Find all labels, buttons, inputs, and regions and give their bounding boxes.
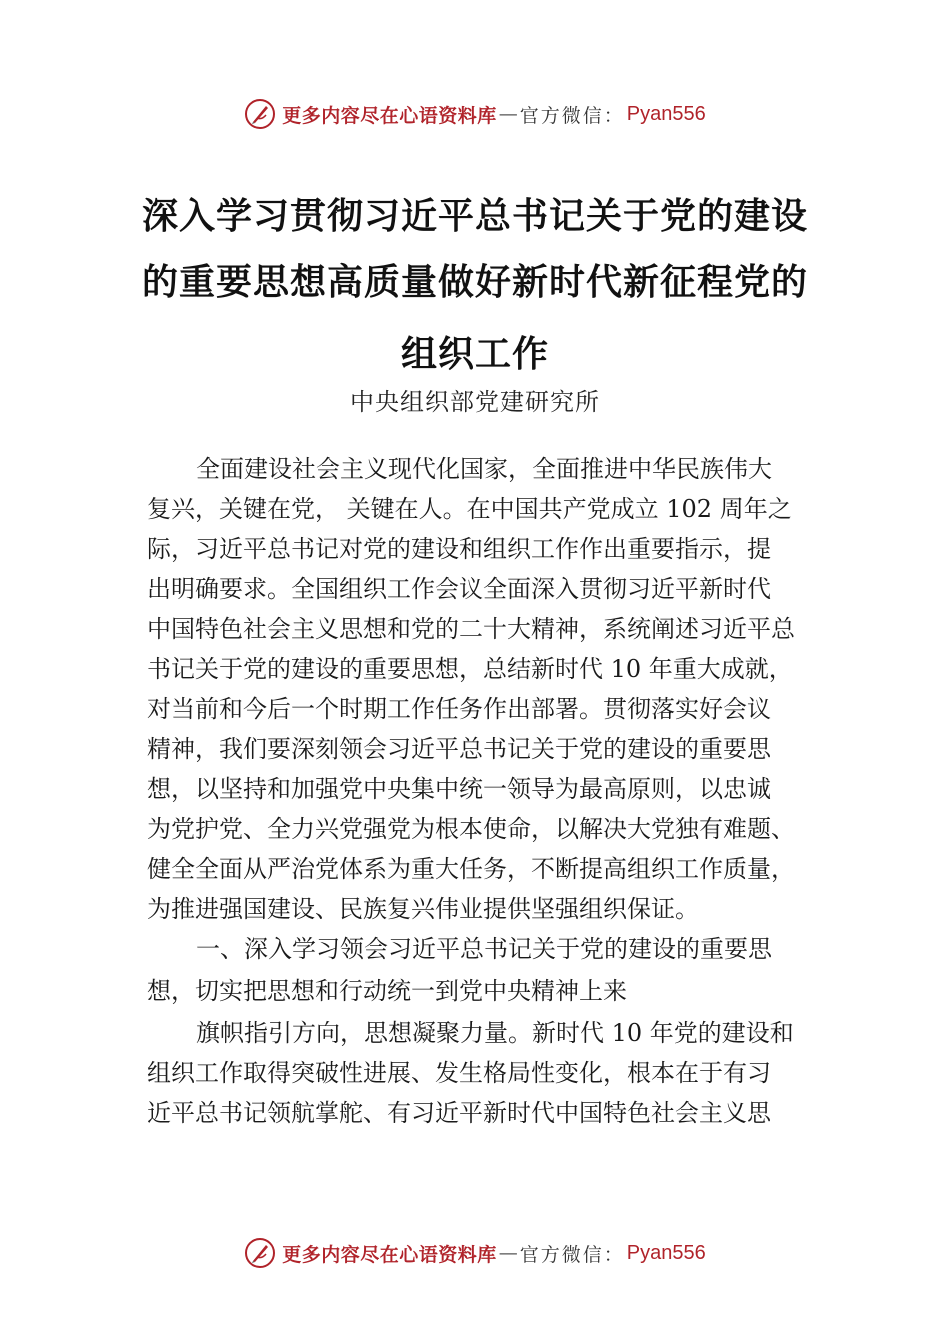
banner-brand-text: 更多内容尽在心语资料库: [282, 1243, 497, 1266]
body-line: 复兴，关键在党， 关键在人。在中国共产党成立 102 周年之: [147, 495, 792, 523]
body-line: 全面建设社会主义现代化国家，全面推进中华民族伟大: [196, 455, 772, 483]
body-line: 旗帜指引方向，思想凝聚力量。新时代 10 年党的建设和: [196, 1019, 794, 1047]
body-line: 为党护党、全力兴党强党为根本使命，以解决大党独有难题、: [147, 815, 795, 843]
banner-wechat-id: Pyan556: [626, 1241, 706, 1264]
section-heading-line-2: 想，切实把思想和行动统一到党中央精神上来: [147, 977, 627, 1005]
body-line: 为推进强国建设、民族复兴伟业提供坚强组织保证。: [147, 895, 699, 923]
footer-watermark-banner: [0, 1233, 950, 1273]
banner-wechat-id: Pyan556: [626, 102, 706, 125]
banner-brand-text: 更多内容尽在心语资料库: [282, 104, 497, 127]
quill-logo-icon: [244, 98, 276, 130]
section-heading-line-1: 一、深入学习领会习近平总书记关于党的建设的重要思: [196, 935, 772, 963]
body-line: 组织工作取得突破性进展、发生格局性变化，根本在于有习: [147, 1059, 771, 1087]
banner-dash: —: [498, 103, 518, 125]
banner-wechat-label: 官方微信：: [519, 1243, 625, 1266]
body-line: 精神，我们要深刻领会习近平总书记关于党的建设的重要思: [147, 735, 771, 763]
body-line: 际，习近平总书记对党的建设和组织工作作出重要指示，提: [147, 535, 771, 563]
banner-dash: —: [498, 1242, 518, 1264]
document-title-line-2: 的重要思想高质量做好新时代新征程党的: [141, 261, 808, 303]
body-line: 健全全面从严治党体系为重大任务，不断提高组织工作质量，: [147, 855, 795, 883]
body-line: 中国特色社会主义思想和党的二十大精神，系统阐述习近平总: [147, 615, 795, 643]
body-line: 出明确要求。全国组织工作会议全面深入贯彻习近平新时代: [147, 575, 771, 603]
header-watermark-banner: [0, 94, 950, 134]
banner-wechat-label: 官方微信：: [519, 104, 625, 127]
quill-logo-icon: [244, 1237, 276, 1269]
body-line: 书记关于党的建设的重要思想，总结新时代 10 年重大成就，: [147, 655, 793, 683]
document-title-line-3: 组织工作: [400, 333, 549, 375]
body-line: 对当前和今后一个时期工作任务作出部署。贯彻落实好会议: [147, 695, 771, 723]
body-line: 想，以坚持和加强党中央集中统一领导为最高原则，以忠诚: [147, 775, 771, 803]
document-author: 中央组织部党建研究所: [350, 388, 600, 416]
document-title-line-1: 深入学习贯彻习近平总书记关于党的建设: [141, 195, 808, 237]
body-line: 近平总书记领航掌舵、有习近平新时代中国特色社会主义思: [147, 1099, 771, 1127]
